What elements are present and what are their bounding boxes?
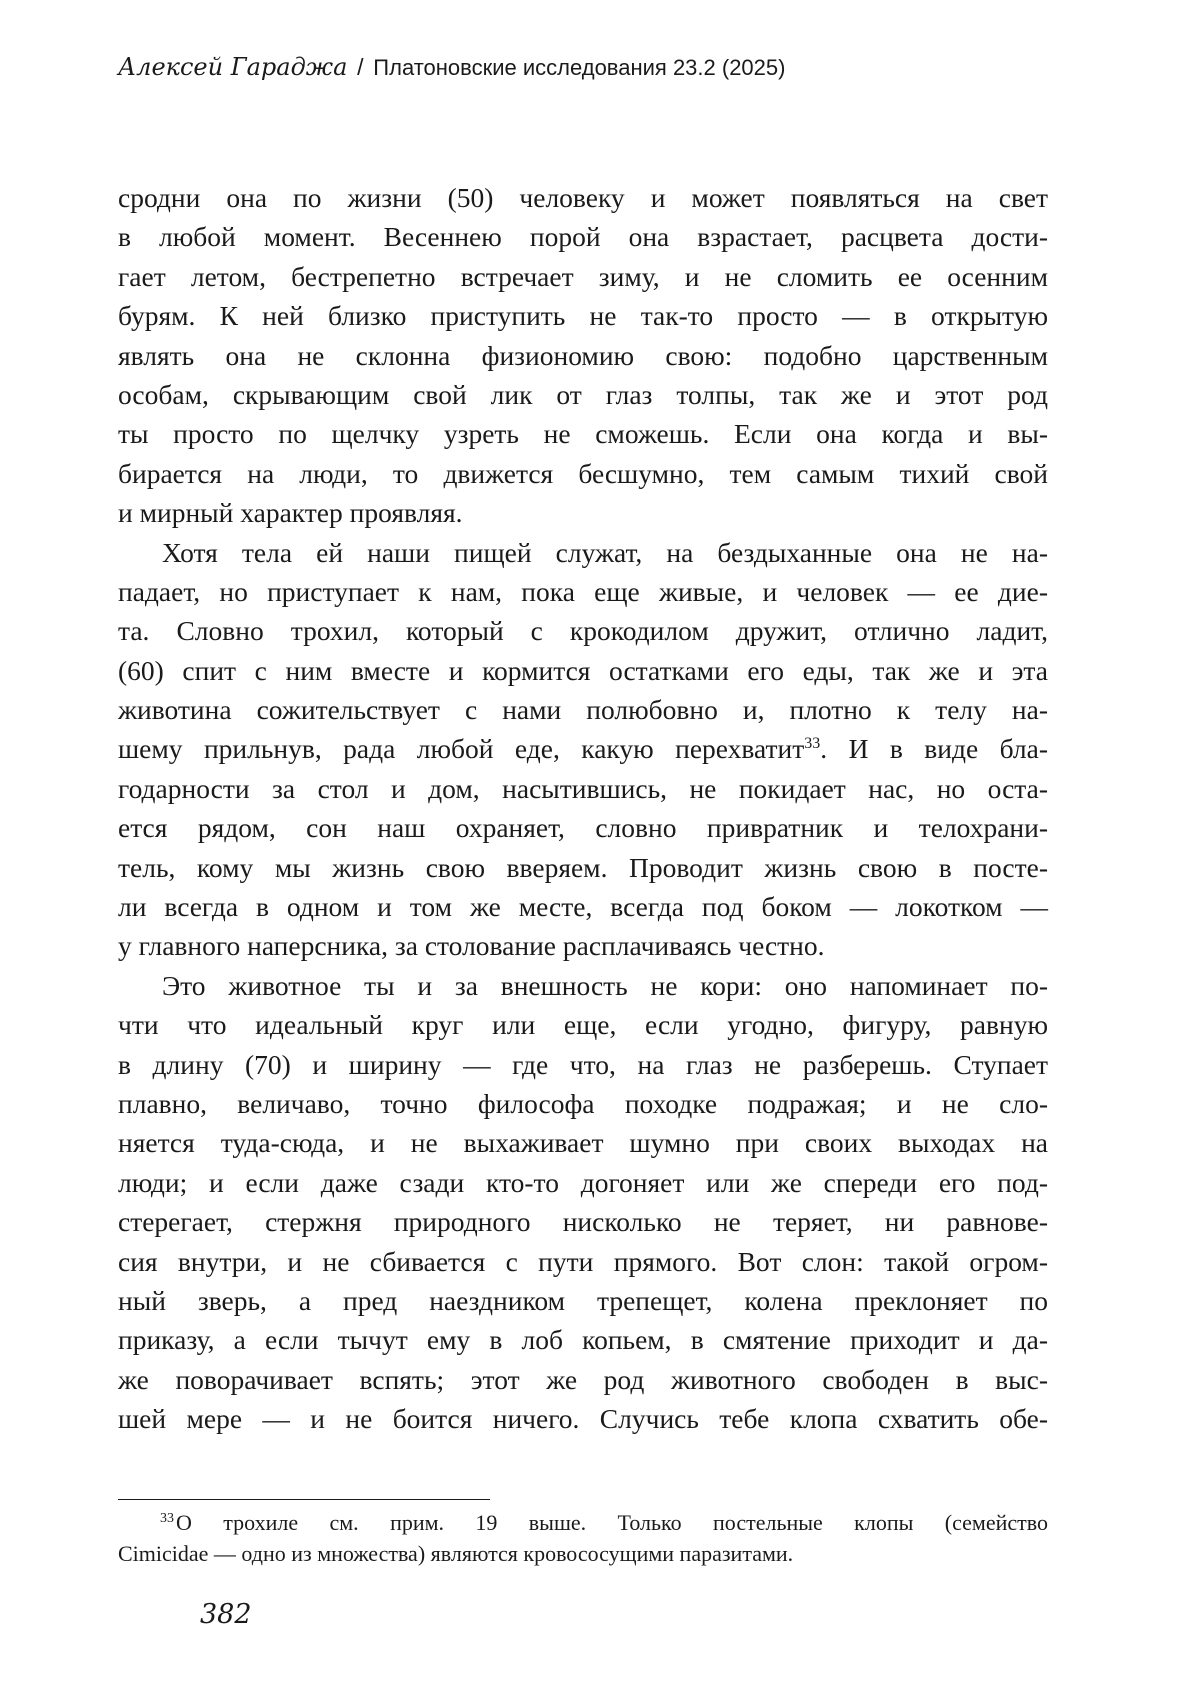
footnote-text-line-1: О трохиле см. прим. 19 выше. Только постельные клопы (семейство xyxy=(176,1510,1048,1535)
text-line: плавно, величаво, точно философа походке подражая; и не сло- xyxy=(118,1087,1048,1119)
text-line: (60) спит с ним вместе и кормится остатками его еды, так же и эта xyxy=(118,654,1048,686)
text-line: особам, скрывающим свой лик от глаз толпы, так же и этот род xyxy=(118,378,1048,410)
text-line: сродни она по жизни (50) человеку и может появляться на свет xyxy=(118,182,1048,213)
text-line-with-footnote xyxy=(118,729,1048,768)
text-line: сия внутри, и не сбивается с пути прямого. Вот слон: такой огром- xyxy=(118,1245,1048,1277)
main-text xyxy=(118,178,1048,1439)
text-line: в длину (70) и ширину — где что, на глаз не разберешь. Ступает xyxy=(118,1048,1048,1080)
footnote-reference[interactable]: 33 xyxy=(804,735,821,753)
text-line: шей мере — и не боится ничего. Случись тебе клопа схватить обе- xyxy=(118,1403,1048,1435)
text-line: чти что идеальный круг или еще, если угодно, фигуру, равную xyxy=(118,1009,1048,1041)
footnote-mark: 33 xyxy=(160,1511,174,1526)
text-line: бурям. К ней близко приступить не так-то просто — в открытую xyxy=(118,300,1048,332)
text-line: годарности за стол и дом, насытившись, не покидает нас, но оста- xyxy=(118,772,1048,804)
text-line: тель, кому мы жизнь свою вверяем. Проводит жизнь свою в посте- xyxy=(118,851,1048,883)
text-line: животина сожительствует с нами полюбовно и, плотно к телу на- xyxy=(118,694,1048,726)
text-line: ли всегда в одном и том же месте, всегда под боком — локотком — xyxy=(118,891,1048,923)
text-line: ный зверь, а пред наездником трепещет, колена преклоняет по xyxy=(118,1284,1048,1316)
text-line: в любой момент. Весеннею порой она взрастает, расцвета дости- xyxy=(118,221,1048,253)
running-head xyxy=(118,52,785,83)
text-line: гает летом, бестрепетно встречает зиму, и не сломить ее осенним xyxy=(118,260,1048,292)
text-line: няется туда-сюда, и не выхаживает шумно при своих выходах на xyxy=(118,1127,1048,1159)
footnote-divider xyxy=(118,1499,490,1500)
text-line: падает, но приступает к нам, пока еще живые, и человек — ее дие- xyxy=(118,575,1048,607)
text-line: ты просто по щелчку узреть не сможешь. Если она когда и вы- xyxy=(118,418,1048,450)
text-line: Это животное ты и за внешность не кори: оно напоминает по- xyxy=(162,969,1048,1001)
text-line: Хотя тела ей наши пищей служат, на бездыханные она не на- xyxy=(162,536,1048,568)
header-author: Алексей Гараджа xyxy=(118,53,348,81)
text-line: и мирный характер проявляя. xyxy=(118,497,463,529)
header-separator: / xyxy=(357,54,364,80)
text-line: бирается на люди, то движется бесшумно, тем самым тихий свой xyxy=(118,457,1048,489)
text-line: же поворачивает вспять; этот же род животного свободен в выс- xyxy=(118,1363,1048,1395)
footnote-line xyxy=(118,1507,1048,1538)
text-line-before-ref: шему прильнув, рада любой еде, какую перехватит xyxy=(118,733,805,765)
text-line: та. Словно трохил, который с крокодилом дружит, отлично ладит, xyxy=(118,615,1048,647)
footnote-text-line-2: Cimicidae — одно из множества) являются кровососущими паразитами. xyxy=(118,1541,794,1566)
text-line: приказу, а если тычут ему в лоб копьем, в смятение приходит и да- xyxy=(118,1324,1048,1356)
text-line: являть она не склонна физиономию свою: подобно царственным xyxy=(118,339,1048,371)
text-line: ется рядом, сон наш охраняет, словно привратник и телохрани- xyxy=(118,812,1048,844)
text-line-after-ref: . И в виде бла- xyxy=(820,733,1049,765)
text-line: стерегает, стержня природного нисколько не теряет, ни равнове- xyxy=(118,1206,1048,1238)
header-journal: Платоновские исследования 23.2 (2025) xyxy=(373,55,786,80)
page-number: 382 xyxy=(200,1599,252,1630)
text-line: люди; и если даже сзади кто-то догоняет или же спереди его под- xyxy=(118,1166,1048,1198)
text-line: у главного наперсника, за столование расплачиваясь честно. xyxy=(118,930,825,962)
footnote xyxy=(118,1507,1048,1569)
